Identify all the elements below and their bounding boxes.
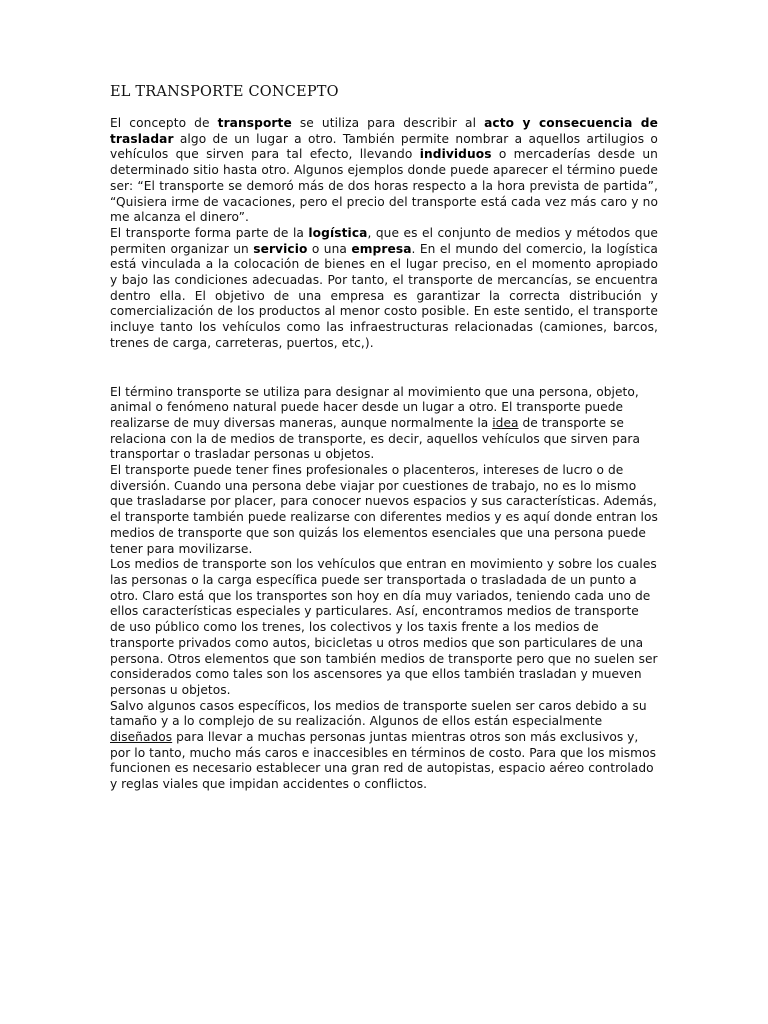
paragraph-termino: El término transporte se utiliza para designar al movimiento que una persona, objeto, animal o fenómeno natural puede hacer desde un lugar a otro. El transporte puede realizarse de muy diversas maneras, aunque normalmente la idea de transporte se relaciona con la de medios de transporte, es decir, aquellos vehículos que sirven para transportar o trasladar personas u objetos. xyxy=(110,384,641,462)
paragraph-definition: El concepto de transporte se utiliza para describir al acto y consecuencia de trasladar algo de un lugar a otro. También permite nombrar a aquellos artilugios o vehículos que sirven para tal efecto, llevando individuos o mercaderías desde un determinado sitio hasta otro. Algunos ejemplos donde puede aparecer el término puede ser: “El transporte se demoró más de dos horas respecto a la hora prevista de partida”, “Quisiera irme de vacaciones, pero el precio del transporte está cada vez más caro y no me alcanza el dinero”. xyxy=(110,116,659,225)
document-page xyxy=(110,84,658,793)
keyword-transporte: transporte xyxy=(217,116,292,130)
section-concept xyxy=(110,116,658,352)
keyword-empresa: empresa xyxy=(351,241,412,256)
document-title: EL TRANSPORTE CONCEPTO xyxy=(110,84,339,100)
paragraph-logistica: El transporte forma parte de la logística, que es el conjunto de medios y métodos que permiten organizar un servicio o una empresa. En el mundo del comercio, la logística está vinculada a la colocación de bienes en el lugar preciso, en el momento apropiado y bajo las condiciones adecuadas. Por tanto, el transporte de mercancías, se encuentra dentro ella. El objetivo de una empresa es garantizar la correcta distribución y comercialización de los productos al menor costo posible. En este sentido, el transporte incluye tanto los vehículos como las infraestructuras relacionadas (camiones, barcos, trenes de carga, carreteras, puertos, etc,). xyxy=(110,225,658,350)
paragraph-fines: El transporte puede tener fines profesionales o placenteros, intereses de lucro o de diversión. Cuando una persona debe viajar por cuestiones de trabajo, no es lo mismo que trasladarse por placer, para conocer nuevos espacios y sus características. Además, el transporte también puede realizarse con diferentes medios y es aquí donde entran los medios de transporte que son quizás los elementos esenciales que una persona puede tener para movilizarse. xyxy=(110,463,658,556)
link-disenados[interactable]: diseñados xyxy=(110,730,173,745)
paragraph-medios: Los medios de transporte son los vehículos que entran en movimiento y sobre los cuales las personas o la carga específica puede ser transportada o trasladada de un punto a otro. Claro está que los transportes son hoy en día muy variados, teniendo cada uno de ellos características especiales y particulares. Así, encontramos medios de transporte de uso público como los trenes, los colectivos y los taxis frente a los medios de transporte privados como autos, bicicletas u otros medios que son particulares de una persona. Otros elementos que son también medios de transporte pero que no suelen ser considerados como tales son los ascensores ya que ellos también trasladan y mueven personas u objetos. xyxy=(110,557,658,697)
keyword-logistica: logística xyxy=(308,225,368,240)
keyword-individuos: individuos xyxy=(419,147,492,162)
keyword-acto-trasladar: acto y consecuencia de trasladar xyxy=(110,116,659,146)
link-idea[interactable]: idea xyxy=(492,415,519,430)
paragraph-costos: Salvo algunos casos específicos, los medios de transporte suelen ser caros debido a su tamaño y a lo complejo de su realización. Algunos de ellos están especialmente diseñados para llevar a muchas personas juntas mientras otros son más exclusivos y, por lo tanto, mucho más caros e inaccesibles en términos de costo. Para que los mismos funcionen es necesario establecer una gran red de autopistas, espacio aéreo controlado y reglas viales que impidan accidentes o conflictos. xyxy=(110,698,657,792)
section-termino xyxy=(110,385,658,793)
keyword-servicio: servicio xyxy=(253,241,308,256)
